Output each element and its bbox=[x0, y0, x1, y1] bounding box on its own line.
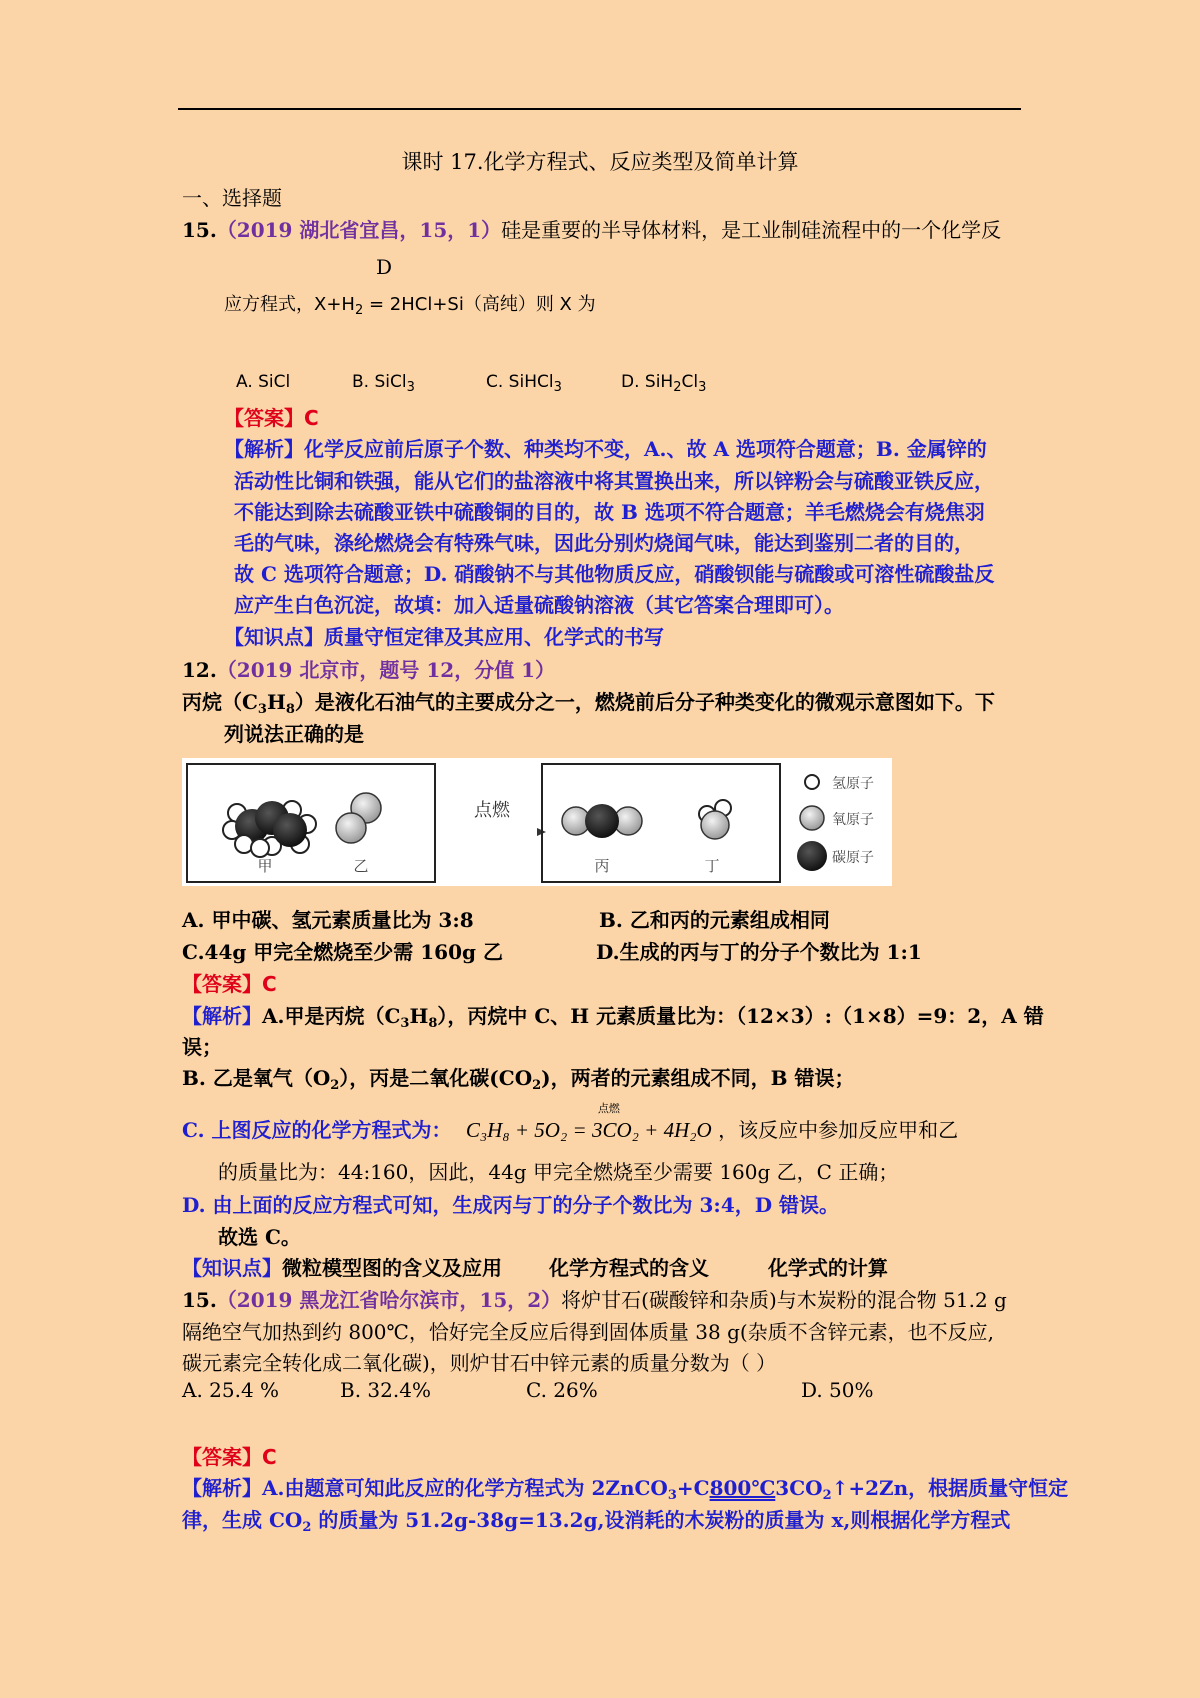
option-subscript: 2 bbox=[673, 380, 682, 395]
question-number: 15. bbox=[182, 218, 217, 242]
option-text: Cl bbox=[681, 372, 699, 392]
label-yi: 乙 bbox=[353, 857, 369, 875]
analysis-subscript: 2 bbox=[302, 1520, 312, 1535]
analysis-tag: 【解析】 bbox=[182, 1476, 262, 1500]
header-rule bbox=[178, 108, 1021, 110]
knowledge-text: 化学式的计算 bbox=[767, 1256, 888, 1280]
legend-carbon-icon bbox=[797, 841, 827, 871]
knowledge-text: 质量守恒定律及其应用、化学式的书写 bbox=[324, 625, 664, 649]
analysis-text: 3CO bbox=[775, 1476, 823, 1500]
analysis-text: C. 上图反应的化学方程式为： bbox=[182, 1118, 452, 1142]
option-text: C. SiHCl bbox=[486, 372, 554, 392]
legend bbox=[797, 775, 874, 871]
question-number: 12. bbox=[182, 658, 217, 682]
analysis-text: ），丙是二氧化碳(CO bbox=[339, 1066, 533, 1090]
answer-tag: 【答案】 bbox=[224, 406, 304, 430]
analysis-subscript: 3 bbox=[667, 1488, 677, 1503]
option-subscript: 3 bbox=[406, 380, 415, 395]
analysis-text: )，两者的元素组成不同，B 错误； bbox=[541, 1066, 855, 1090]
label-bing: 丙 bbox=[594, 857, 610, 875]
answer-value: C bbox=[262, 972, 277, 996]
analysis-text: H bbox=[409, 1004, 429, 1028]
analysis-line-6: 应产生白色沉淀，故填：加入适量硫酸钠溶液（其它答案合理即可）。 bbox=[234, 593, 844, 617]
page-title: 课时 17.化学方程式、反应类型及简单计算 bbox=[401, 150, 799, 174]
label-ding: 丁 bbox=[704, 857, 720, 875]
knowledge-text: 微粒模型图的含义及应用 bbox=[282, 1256, 502, 1280]
question-source: （2019 北京市，题号 12，分值 1） bbox=[216, 658, 556, 682]
water-molecule bbox=[699, 800, 731, 839]
stem-text: H bbox=[266, 690, 286, 714]
analysis-subscript: 2 bbox=[532, 1078, 542, 1093]
analysis-line-b bbox=[182, 1062, 855, 1091]
question-stem bbox=[182, 686, 995, 715]
analysis-text: A.由题意可知此反应的化学方程式为 2ZnCO bbox=[262, 1476, 668, 1500]
analysis-text: A.甲是丙烷（C bbox=[262, 1004, 401, 1028]
carbon-atom bbox=[273, 813, 307, 847]
option-b: B. 32.4% bbox=[340, 1378, 431, 1402]
analysis-text: ），丙烷中 C、H 元素质量比为：（12×3）:（1×8）=9：2，A 错 bbox=[437, 1004, 1044, 1028]
legend-oxygen: 氧原子 bbox=[832, 812, 874, 828]
question-stem-line2: 列说法正确的是 bbox=[224, 722, 364, 746]
question-15-harbin bbox=[182, 1284, 1007, 1313]
question-15-yichang bbox=[182, 214, 1001, 243]
analysis-text: 律，生成 CO bbox=[182, 1508, 303, 1532]
carbon-dioxide-molecule bbox=[562, 804, 642, 838]
carbon-atom bbox=[585, 804, 619, 838]
option-c bbox=[486, 372, 562, 395]
question-stem: 将炉甘石(碳酸锌和杂质)与木炭粉的混合物 51.2 g bbox=[561, 1288, 1007, 1312]
answer-line bbox=[182, 968, 277, 997]
arrow-label: 点燃 bbox=[474, 800, 510, 821]
analysis-text: +C bbox=[676, 1476, 710, 1500]
option-d: D.生成的丙与丁的分子个数比为 1:1 bbox=[596, 940, 922, 964]
oxygen-molecule bbox=[336, 793, 381, 843]
knowledge-text: 化学方程式的含义 bbox=[548, 1256, 709, 1280]
option-c: C. 26% bbox=[526, 1378, 598, 1402]
answer-line bbox=[224, 402, 319, 431]
molecule-diagram-svg bbox=[182, 758, 892, 886]
analysis-text: ，该反应中参加反应甲和乙 bbox=[718, 1118, 959, 1142]
knowledge-point bbox=[224, 621, 664, 650]
answer-value: C bbox=[304, 406, 319, 430]
stem-subscript: 8 bbox=[285, 702, 295, 717]
chemical-equation bbox=[465, 1102, 712, 1143]
stem-text: = 2HCl+Si（高纯）则 X 为 bbox=[363, 294, 596, 315]
answer-tag: 【答案】 bbox=[182, 1445, 262, 1469]
legend-hydrogen: 氢原子 bbox=[832, 776, 874, 792]
option-subscript: 3 bbox=[553, 380, 562, 395]
option-c: C.44g 甲完全燃烧至少需 160g 乙 bbox=[182, 940, 503, 964]
conclusion: 故选 C。 bbox=[218, 1225, 301, 1249]
analysis-text: 化学反应前后原子个数、种类均不变，A.、故 A 选项符合题意；B. 金属锌的 bbox=[304, 437, 987, 461]
label-jia: 甲 bbox=[257, 857, 273, 875]
stem-subscript: 3 bbox=[257, 702, 267, 717]
analysis-line-c2: 的质量比为：44:160，因此，44g 甲完全燃烧至少需要 160g 乙，C 正确； bbox=[218, 1160, 899, 1184]
analysis-line-2: 活动性比铜和铁强，能从它们的盐溶液中将其置换出来，所以锌粉会与硫酸亚铁反应， bbox=[234, 469, 994, 493]
analysis-tag: 【解析】 bbox=[182, 1004, 262, 1028]
hydrogen-atom bbox=[251, 839, 269, 857]
question-12-beijing bbox=[182, 654, 555, 683]
analysis-line-d: D. 由上面的反应方程式可知，生成丙与丁的分子个数比为 3:4，D 错误。 bbox=[182, 1193, 840, 1217]
analysis-subscript: 8 bbox=[428, 1016, 438, 1031]
option-text: D. SiH bbox=[621, 372, 674, 392]
question-number: 15. bbox=[182, 1288, 217, 1312]
question-source: （2019 湖北省宜昌，15，1） bbox=[216, 218, 502, 242]
answer-value: C bbox=[262, 1445, 277, 1469]
answer-line bbox=[182, 1441, 277, 1470]
stem-text: ）是液化石油气的主要成分之一，燃烧前后分子种类变化的微观示意图如下。下 bbox=[294, 690, 995, 714]
question-stem: 硅是重要的半导体材料，是工业制硅流程中的一个化学反 bbox=[501, 218, 1002, 242]
option-a: A. 甲中碳、氢元素质量比为 3:8 bbox=[182, 908, 474, 932]
propane-molecule bbox=[223, 801, 316, 857]
option-d: D. 50% bbox=[801, 1378, 874, 1402]
oxygen-atom bbox=[701, 811, 729, 839]
analysis-text: ↑+2Zn，根据质量守恒定 bbox=[831, 1476, 1069, 1500]
analysis-tag: 【解析】 bbox=[224, 437, 304, 461]
answer-tag: 【答案】 bbox=[182, 972, 262, 996]
analysis-subscript: 2 bbox=[330, 1078, 340, 1093]
option-d bbox=[621, 372, 707, 395]
question-stem-line3: 碳元素完全转化成二氧化碳)，则炉甘石中锌元素的质量分数为（ ） bbox=[182, 1351, 777, 1375]
stem-text: 应方程式，X+H bbox=[224, 294, 355, 315]
molecule-diagram bbox=[182, 758, 892, 886]
stem-text: 丙烷（C bbox=[182, 690, 258, 714]
question-stem-line2 bbox=[224, 290, 596, 316]
analysis-line-4: 毛的气味，涤纶燃烧会有特殊气味，因此分别灼烧闻气味，能达到鉴别二者的目的， bbox=[234, 531, 974, 555]
legend-oxygen-icon bbox=[800, 806, 824, 830]
answer-mark: D bbox=[376, 255, 393, 279]
analysis-line-3: 不能达到除去硫酸亚铁中硫酸铜的目的，故 B 选项不符合题意；羊毛燃烧会有烧焦羽 bbox=[234, 500, 985, 524]
stem-subscript: 2 bbox=[354, 303, 364, 318]
reaction-condition: 800℃ bbox=[709, 1476, 776, 1500]
oxygen-atom bbox=[336, 813, 366, 843]
analysis-line-2: 误； bbox=[182, 1035, 222, 1059]
question-stem-line2: 隔绝空气加热到约 800℃，恰好完全反应后得到固体质量 38 g(杂质不含锌元素，也不反应, bbox=[182, 1320, 995, 1344]
analysis-line-c bbox=[182, 1102, 959, 1143]
question-source: （2019 黑龙江省哈尔滨市，15，2） bbox=[216, 1288, 562, 1312]
option-subscript: 3 bbox=[698, 380, 707, 395]
section-heading: 一、选择题 bbox=[182, 186, 282, 210]
legend-carbon: 碳原子 bbox=[832, 850, 874, 866]
analysis-line-1 bbox=[224, 433, 987, 462]
option-b bbox=[352, 372, 415, 395]
knowledge-tag: 【知识点】 bbox=[182, 1256, 282, 1280]
analysis-line-5: 故 C 选项符合题意；D. 硝酸钠不与其他物质反应，硝酸钡能与硫酸或可溶性硫酸盐反 bbox=[234, 562, 995, 586]
knowledge-tag: 【知识点】 bbox=[224, 625, 324, 649]
option-text: B. SiCl bbox=[352, 372, 407, 392]
equation-text: C₃H₈ + 5O₂ = 3CO₂ + 4H₂O bbox=[465, 1118, 712, 1142]
analysis-line-1 bbox=[182, 1472, 1068, 1501]
knowledge-point bbox=[182, 1252, 888, 1281]
legend-hydrogen-icon bbox=[805, 775, 819, 789]
option-a: A. SiCl bbox=[236, 372, 291, 392]
analysis-line-2 bbox=[182, 1504, 1010, 1533]
option-b: B. 乙和丙的元素组成相同 bbox=[599, 908, 830, 932]
option-a: A. 25.4 % bbox=[182, 1378, 280, 1402]
analysis-text: 的质量为 51.2g-38g=13.2g,设消耗的木炭粉的质量为 x,则根据化学方程式 bbox=[311, 1508, 1011, 1532]
analysis-subscript: 3 bbox=[400, 1016, 410, 1031]
analysis-text: B. 乙是氧气（O bbox=[182, 1066, 331, 1090]
analysis-line-1 bbox=[182, 1000, 1044, 1029]
equation-condition: 点燃 bbox=[597, 1102, 620, 1115]
analysis-subscript: 2 bbox=[822, 1488, 832, 1503]
